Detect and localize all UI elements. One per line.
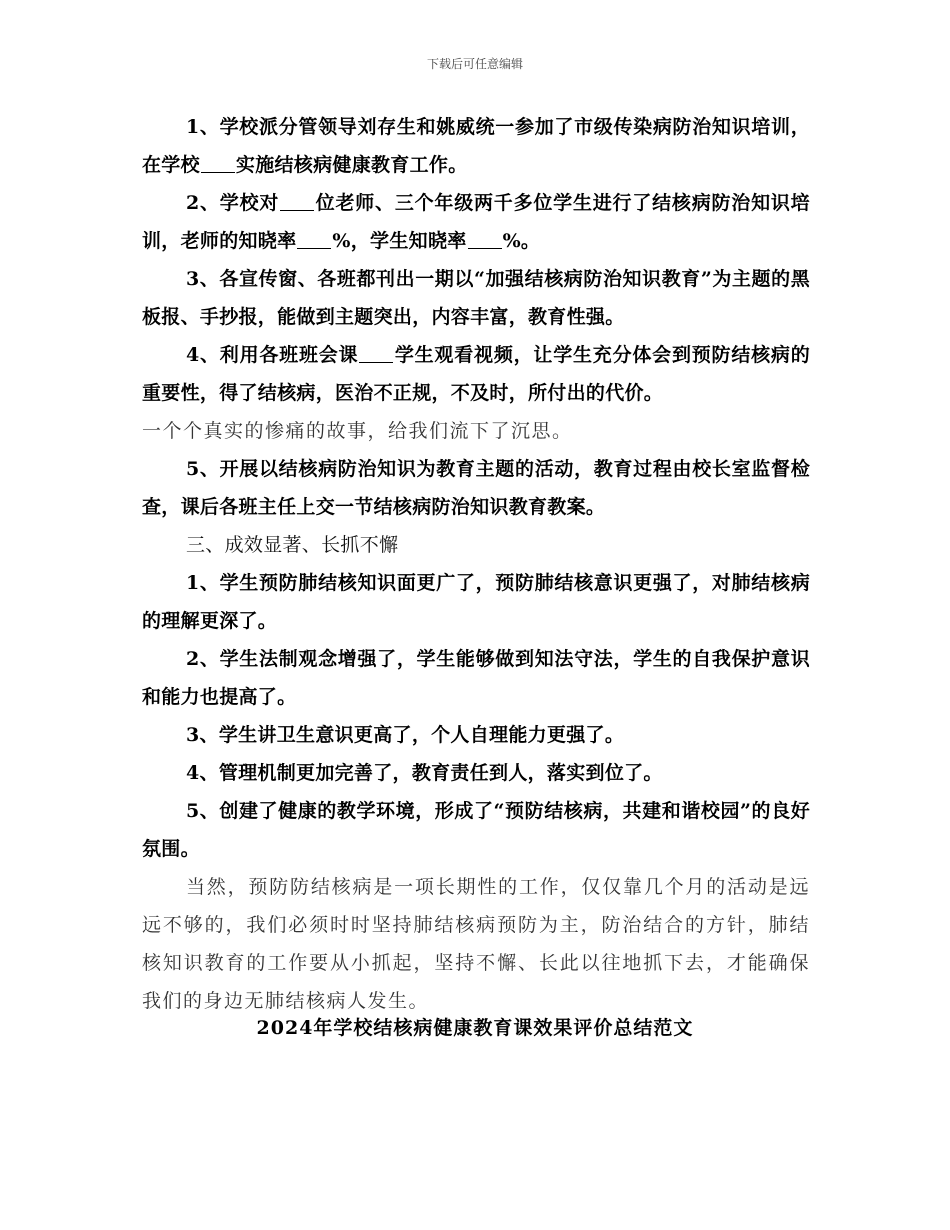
paragraph-text: 2、学生法制观念增强了，学生能够做到知法守法，学生的自我保护意识和能力也提高了。	[142, 648, 810, 708]
paragraph-text: 1、学校派分管领导刘存生和姚威统一参加了市级传染病防治知识培训，在学校	[142, 116, 810, 176]
paragraph	[142, 716, 810, 754]
paragraph-text: %。	[502, 230, 541, 252]
paragraph-text: 5、创建了健康的教学环境，形成了“预防结核病，共建和谐校园”的良好氛围。	[142, 800, 810, 860]
paragraph-text: 实施结核病健康教育工作。	[235, 154, 468, 176]
paragraph	[142, 792, 810, 868]
paragraph	[142, 260, 810, 336]
paragraph-text: 一个个真实的惨痛的故事，给我们流下了沉思。	[142, 420, 573, 442]
paragraph	[142, 868, 810, 1020]
paragraph-text: 三、成效显著、长抓不懈	[186, 534, 399, 556]
header-note: 下载后可任意编辑	[426, 57, 523, 71]
paragraph-text: 学生观看视频，让学生充分体会到预防结核病的重要性，得了结核病，医治不正规，不及时，所付出的代价。	[142, 344, 810, 404]
paragraph-text: %，学生知晓率	[332, 230, 467, 252]
paragraph-text: 4、利用各班班会课	[186, 344, 359, 366]
blank-field	[201, 152, 235, 173]
blank-field	[468, 228, 502, 249]
document-title: 2024年学校结核病健康教育课效果评价总结范文	[256, 1017, 694, 1039]
paragraph	[142, 754, 810, 792]
paragraph	[142, 184, 810, 260]
paragraph-text: 3、各宣传窗、各班都刊出一期以“加强结核病防治知识教育”为主题的黑板报、手抄报，能做到主题突出，内容丰富，教育性强。	[142, 268, 810, 328]
section-heading	[142, 526, 810, 564]
blank-field	[280, 190, 314, 211]
paragraph	[142, 412, 810, 450]
paragraph	[142, 640, 810, 716]
blank-field	[359, 342, 393, 363]
paragraph-text: 1、学生预防肺结核知识面更广了，预防肺结核意识更强了，对肺结核病的理解更深了。	[142, 572, 810, 632]
paragraph-text: 5、开展以结核病防治知识为教育主题的活动，教育过程由校长室监督检查，课后各班主任上交一节结核病防治知识教育教案。	[142, 458, 810, 518]
paragraph-text: 位老师、三个年级两千多位学生进行了结核病防治知识培训，老师的知晓率	[142, 192, 810, 252]
paragraph-text: 2、学校对	[186, 192, 280, 214]
paragraph	[142, 108, 810, 184]
paragraph	[142, 450, 810, 526]
document-body	[142, 108, 810, 1020]
paragraph-text: 4、管理机制更加完善了，教育责任到人，落实到位了。	[186, 762, 663, 784]
paragraph	[142, 336, 810, 412]
blank-field	[297, 228, 331, 249]
paragraph	[142, 564, 810, 640]
paragraph-text: 3、学生讲卫生意识更高了，个人自理能力更强了。	[186, 724, 625, 746]
paragraph-text: 当然，预防防结核病是一项长期性的工作，仅仅靠几个月的活动是远远不够的，我们必须时时坚持肺结核病预防为主，防治结合的方针，肺结核知识教育的工作要从小抓起，坚持不懈、长此以往地抓下去，才能确保我们的身边无肺结核病人发生。	[142, 876, 810, 1012]
